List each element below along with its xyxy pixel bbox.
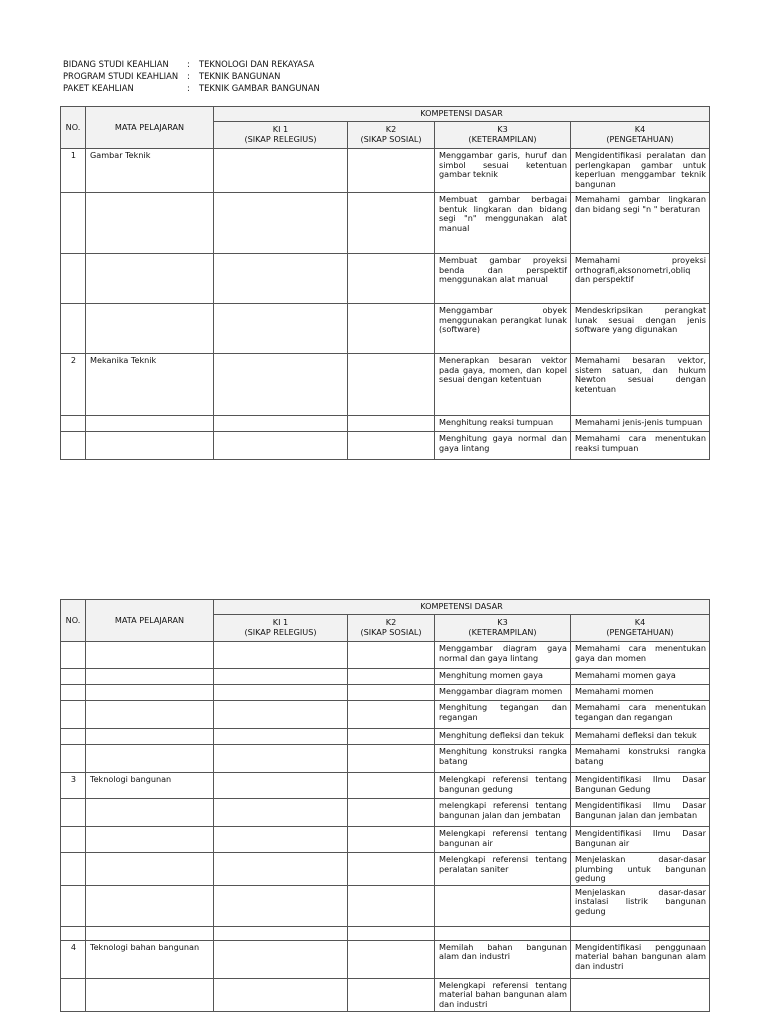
table-row (61, 773, 710, 799)
header-value: TEKNIK GAMBAR BANGUNAN (199, 83, 320, 93)
k3-competency (435, 926, 571, 940)
table-row (61, 978, 710, 1011)
k2-cell (348, 432, 435, 460)
k4-competency: Memahami momen gaya (571, 669, 710, 685)
competency-table-1 (60, 106, 710, 460)
table-row (61, 193, 710, 254)
header-separator: : (187, 71, 190, 81)
ki1-cell (214, 416, 348, 432)
table-row (61, 685, 710, 701)
k3-competency: Membuat gambar berbagai bentuk lingkaran dan bidang segi "n" menggunakan alat manual (435, 193, 571, 254)
k3-competency: Melengkapi referensi tentang bangunan air (435, 827, 571, 853)
k4-competency: Memahami besaran vektor, sistem satuan, dan hukum Newton sesuai dengan ketentuan (571, 354, 710, 416)
subject-name (86, 729, 214, 745)
column-header-k3 (435, 615, 571, 642)
k4-competency: Mengidentifikasi Ilmu Dasar Bangunan air (571, 827, 710, 853)
subject-name (86, 685, 214, 701)
k4-competency: Memahami proyeksi orthografi,aksonometri,obliq dan perspektif (571, 254, 710, 304)
header-row-bidang (63, 58, 320, 70)
table-row (61, 254, 710, 304)
subject-name (86, 416, 214, 432)
row-number (61, 701, 86, 729)
subject-name (86, 432, 214, 460)
row-number: 4 (61, 940, 86, 978)
row-number (61, 669, 86, 685)
ki1-cell (214, 304, 348, 354)
ki1-cell (214, 669, 348, 685)
column-header-title: KI 1 (272, 124, 289, 135)
table-row (61, 432, 710, 460)
header-separator: : (187, 83, 190, 93)
column-header-subtitle: (SIKAP RELEGIUS) (244, 134, 317, 144)
column-header-title: K3 (497, 617, 508, 628)
table-row (61, 827, 710, 853)
row-number (61, 978, 86, 1011)
row-number (61, 304, 86, 354)
subject-name: Mekanika Teknik (86, 354, 214, 416)
column-header-title: K4 (634, 124, 646, 135)
k2-cell (348, 940, 435, 978)
column-header-k2 (348, 122, 435, 149)
header-separator: : (187, 59, 190, 69)
column-header-subtitle: (SIKAP SOSIAL) (360, 627, 422, 637)
k3-competency: Menggambar obyek menggunakan perangkat lunak (software) (435, 304, 571, 354)
table-row (61, 149, 710, 193)
subject-name (86, 304, 214, 354)
header-value: TEKNOLOGI DAN REKAYASA (199, 59, 315, 69)
row-number: 3 (61, 773, 86, 799)
k4-competency: Mengidentifikasi peralatan dan perlengkapan gambar untuk keperluan menggambar teknik bangunan (571, 149, 710, 193)
column-header-no: NO. (61, 600, 86, 642)
row-number (61, 193, 86, 254)
row-number (61, 685, 86, 701)
row-number (61, 416, 86, 432)
k3-competency: Melengkapi referensi tentang bangunan gedung (435, 773, 571, 799)
k4-competency: Memahami gambar lingkaran dan bidang segi "n " beraturan (571, 193, 710, 254)
table-row (61, 642, 710, 669)
ki1-cell (214, 773, 348, 799)
k2-cell (348, 729, 435, 745)
header-row-paket (63, 82, 320, 94)
competency-table-2 (60, 599, 710, 1012)
table-row (61, 885, 710, 926)
ki1-cell (214, 885, 348, 926)
k4-competency: Mengidentifikasi Ilmu Dasar Bangunan jalan dan jembatan (571, 799, 710, 827)
table-row (61, 799, 710, 827)
row-number (61, 254, 86, 304)
header-row-program (63, 70, 320, 82)
row-number (61, 642, 86, 669)
table-row (61, 354, 710, 416)
table-row (61, 926, 710, 940)
table-row (61, 745, 710, 773)
row-number (61, 799, 86, 827)
row-number: 1 (61, 149, 86, 193)
k4-competency: Memahami cara menentukan reaksi tumpuan (571, 432, 710, 460)
k2-cell (348, 254, 435, 304)
k3-competency: Melengkapi referensi tentang peralatan saniter (435, 853, 571, 886)
ki1-cell (214, 978, 348, 1011)
k3-competency: Menggambar garis, huruf dan simbol sesuai ketentuan gambar teknik (435, 149, 571, 193)
ki1-cell (214, 701, 348, 729)
k2-cell (348, 885, 435, 926)
k4-competency (571, 926, 710, 940)
k3-competency (435, 885, 571, 926)
k2-cell (348, 827, 435, 853)
column-header-subtitle: (PENGETAHUAN) (606, 627, 674, 637)
table-row (61, 304, 710, 354)
header-value: TEKNIK BANGUNAN (199, 71, 281, 81)
k4-competency: Memahami momen (571, 685, 710, 701)
k2-cell (348, 354, 435, 416)
ki1-cell (214, 799, 348, 827)
ki1-cell (214, 432, 348, 460)
k3-competency: melengkapi referensi tentang bangunan jalan dan jembatan (435, 799, 571, 827)
k3-competency: Menghitung tegangan dan regangan (435, 701, 571, 729)
ki1-cell (214, 254, 348, 304)
column-header-k4 (571, 615, 710, 642)
subject-name (86, 978, 214, 1011)
subject-name (86, 254, 214, 304)
k4-competency: Memahami cara menentukan gaya dan momen (571, 642, 710, 669)
subject-name (86, 642, 214, 669)
k3-competency: Memilah bahan bangunan alam dan industri (435, 940, 571, 978)
table-row (61, 416, 710, 432)
row-number (61, 432, 86, 460)
table-row (61, 853, 710, 886)
k4-competency: Memahami konstruksi rangka batang (571, 745, 710, 773)
row-number (61, 926, 86, 940)
k4-competency: Mengidentifikasi penggunaan material bahan bangunan alam dan industri (571, 940, 710, 978)
table-row (61, 669, 710, 685)
column-header-k4 (571, 122, 710, 149)
k3-competency: Menghitung momen gaya (435, 669, 571, 685)
table-header-row (61, 107, 710, 122)
header-label: BIDANG STUDI KEAHLIAN (63, 59, 169, 69)
header-label: PAKET KEAHLIAN (63, 83, 134, 93)
column-header-ki1 (214, 122, 348, 149)
k2-cell (348, 701, 435, 729)
subject-name (86, 799, 214, 827)
row-number (61, 853, 86, 886)
table-row (61, 701, 710, 729)
subject-name: Gambar Teknik (86, 149, 214, 193)
k2-cell (348, 193, 435, 254)
column-header-subtitle: (SIKAP RELEGIUS) (244, 627, 317, 637)
subject-name (86, 745, 214, 773)
subject-name: Teknologi bangunan (86, 773, 214, 799)
ki1-cell (214, 745, 348, 773)
table-row (61, 729, 710, 745)
k3-competency: Membuat gambar proyeksi benda dan perspektif menggunakan alat manual (435, 254, 571, 304)
k4-competency: Memahami jenis-jenis tumpuan (571, 416, 710, 432)
column-header-title: KI 1 (272, 617, 289, 628)
column-header-ki1 (214, 615, 348, 642)
k3-competency: Menghitung reaksi tumpuan (435, 416, 571, 432)
k4-competency: Menjelaskan dasar-dasar instalasi listrik bangunan gedung (571, 885, 710, 926)
k3-competency: Menggambar diagram momen (435, 685, 571, 701)
row-number (61, 885, 86, 926)
ki1-cell (214, 193, 348, 254)
column-header-title: K2 (385, 617, 397, 628)
k4-competency: Menjelaskan dasar-dasar plumbing untuk bangunan gedung (571, 853, 710, 886)
ki1-cell (214, 685, 348, 701)
column-header-subtitle: (KETERAMPILAN) (468, 134, 537, 144)
k2-cell (348, 799, 435, 827)
k2-cell (348, 304, 435, 354)
subject-name (86, 853, 214, 886)
k4-competency: Memahami defleksi dan tekuk (571, 729, 710, 745)
table-header-row (61, 600, 710, 615)
column-header-no: NO. (61, 107, 86, 149)
k3-competency: Menerapkan besaran vektor pada gaya, momen, dan kopel sesuai dengan ketentuan (435, 354, 571, 416)
k4-competency: Mendeskripsikan perangkat lunak sesuai dengan jenis software yang digunakan (571, 304, 710, 354)
subject-name (86, 669, 214, 685)
k2-cell (348, 642, 435, 669)
column-header-mata-pelajaran: MATA PELAJARAN (86, 600, 214, 642)
column-header-subtitle: (PENGETAHUAN) (606, 134, 674, 144)
column-header-subtitle: (KETERAMPILAN) (468, 627, 537, 637)
column-header-mata-pelajaran: MATA PELAJARAN (86, 107, 214, 149)
k3-competency: Melengkapi referensi tentang material bahan bangunan alam dan industri (435, 978, 571, 1011)
k4-competency (571, 978, 710, 1011)
k3-competency: Menghitung konstruksi rangka batang (435, 745, 571, 773)
ki1-cell (214, 940, 348, 978)
row-number (61, 745, 86, 773)
ki1-cell (214, 354, 348, 416)
k2-cell (348, 149, 435, 193)
column-header-k2 (348, 615, 435, 642)
ki1-cell (214, 149, 348, 193)
k4-competency: Memahami cara menentukan tegangan dan regangan (571, 701, 710, 729)
k3-competency: Menghitung gaya normal dan gaya lintang (435, 432, 571, 460)
row-number (61, 827, 86, 853)
k2-cell (348, 773, 435, 799)
document-header (63, 58, 320, 94)
ki1-cell (214, 926, 348, 940)
k3-competency: Menggambar diagram gaya normal dan gaya lintang (435, 642, 571, 669)
row-number (61, 729, 86, 745)
subject-name (86, 885, 214, 926)
k2-cell (348, 745, 435, 773)
column-header-k3 (435, 122, 571, 149)
subject-name (86, 701, 214, 729)
table-row (61, 940, 710, 978)
k3-competency: Menghitung defleksi dan tekuk (435, 729, 571, 745)
column-header-title: K4 (634, 617, 646, 628)
k2-cell (348, 669, 435, 685)
subject-name (86, 193, 214, 254)
ki1-cell (214, 642, 348, 669)
column-header-kompetensi-dasar: KOMPETENSI DASAR (214, 107, 710, 122)
k2-cell (348, 416, 435, 432)
k4-competency: Mengidentifikasi Ilmu Dasar Bangunan Gedung (571, 773, 710, 799)
k2-cell (348, 978, 435, 1011)
header-label: PROGRAM STUDI KEAHLIAN (63, 71, 179, 81)
row-number: 2 (61, 354, 86, 416)
column-header-kompetensi-dasar: KOMPETENSI DASAR (214, 600, 710, 615)
subject-name (86, 926, 214, 940)
ki1-cell (214, 827, 348, 853)
k2-cell (348, 685, 435, 701)
k2-cell (348, 926, 435, 940)
ki1-cell (214, 853, 348, 886)
subject-name (86, 827, 214, 853)
subject-name: Teknologi bahan bangunan (86, 940, 214, 978)
ki1-cell (214, 729, 348, 745)
column-header-subtitle: (SIKAP SOSIAL) (360, 134, 422, 144)
k2-cell (348, 853, 435, 886)
column-header-title: K3 (497, 124, 508, 135)
column-header-title: K2 (385, 124, 397, 135)
